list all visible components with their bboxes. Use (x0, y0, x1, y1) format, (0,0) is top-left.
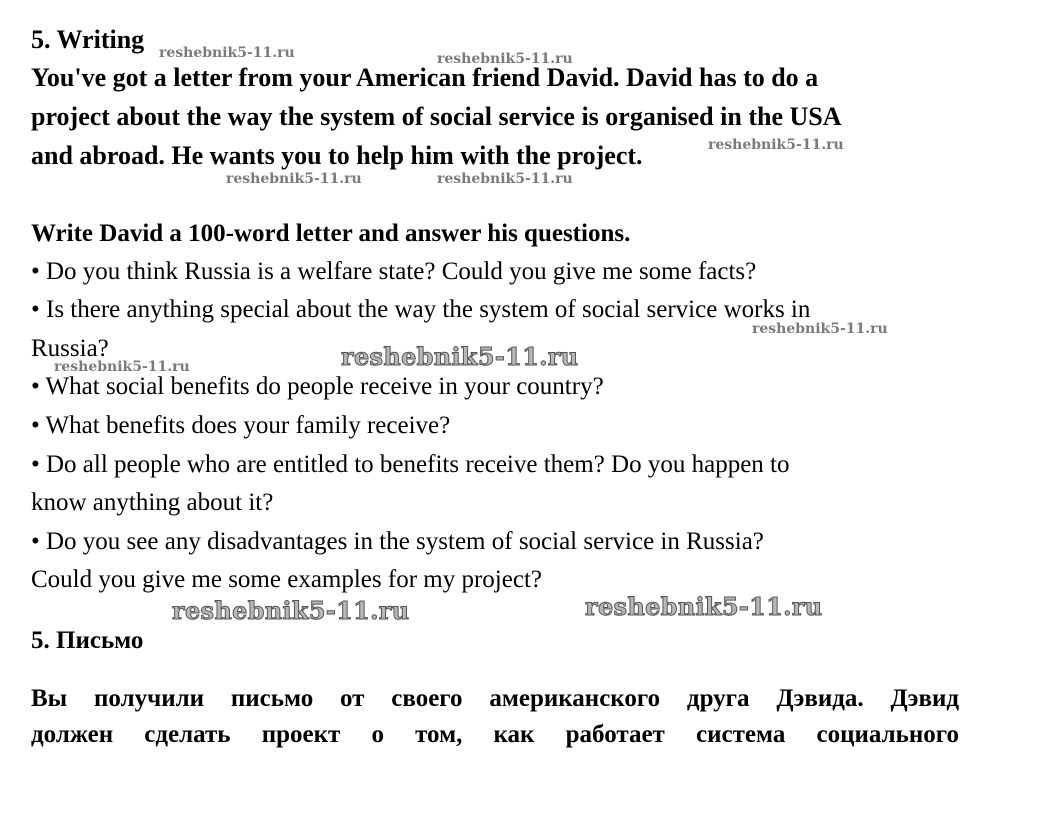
watermark: reshebnik5-11.ru (226, 171, 362, 187)
question-line-4: • What social benefits do people receive in your country? (31, 373, 604, 400)
question-line-9: Could you give me some examples for my project? (31, 566, 542, 593)
watermark: reshebnik5-11.ru (437, 171, 573, 187)
section-heading-writing: 5. Writing (31, 25, 145, 54)
intro-line-1: You've got a letter from your American friend David. David has to do a (31, 63, 819, 92)
watermark: reshebnik5-11.ru (708, 137, 844, 153)
watermark: reshebnik5-11.ru (341, 342, 579, 371)
watermark: reshebnik5-11.ru (437, 51, 573, 67)
question-line-6: • Do all people who are entitled to benefits receive them? Do you happen to (31, 451, 790, 478)
watermark: reshebnik5-11.ru (54, 359, 190, 375)
intro-line-3: and abroad. He wants you to help him with the project. (31, 141, 643, 170)
intro-line-2: project about the way the system of social service is organised in the USA (31, 102, 842, 131)
russian-line-2: должен сделать проект о том, как работает система социального (31, 721, 959, 748)
question-line-1: • Do you think Russia is a welfare state? Could you give me some facts? (31, 258, 757, 285)
section-heading-pismo: 5. Письмо (31, 627, 144, 654)
question-line-7: know anything about it? (31, 489, 274, 516)
question-line-5: • What benefits does your family receive? (31, 412, 451, 439)
watermark: reshebnik5-11.ru (159, 45, 295, 61)
question-line-3: Russia? (31, 335, 109, 362)
russian-line-1: Вы получили письмо от своего американского друга Дэвида. Дэвид (31, 685, 959, 712)
watermark: reshebnik5-11.ru (585, 592, 823, 621)
task-instruction: Write David a 100-word letter and answer his questions. (31, 220, 631, 247)
watermark: reshebnik5-11.ru (172, 596, 410, 625)
watermark: reshebnik5-11.ru (752, 321, 888, 337)
question-line-8: • Do you see any disadvantages in the system of social service in Russia? (31, 528, 764, 555)
question-line-2: • Is there anything special about the way the system of social service works in (31, 296, 811, 323)
